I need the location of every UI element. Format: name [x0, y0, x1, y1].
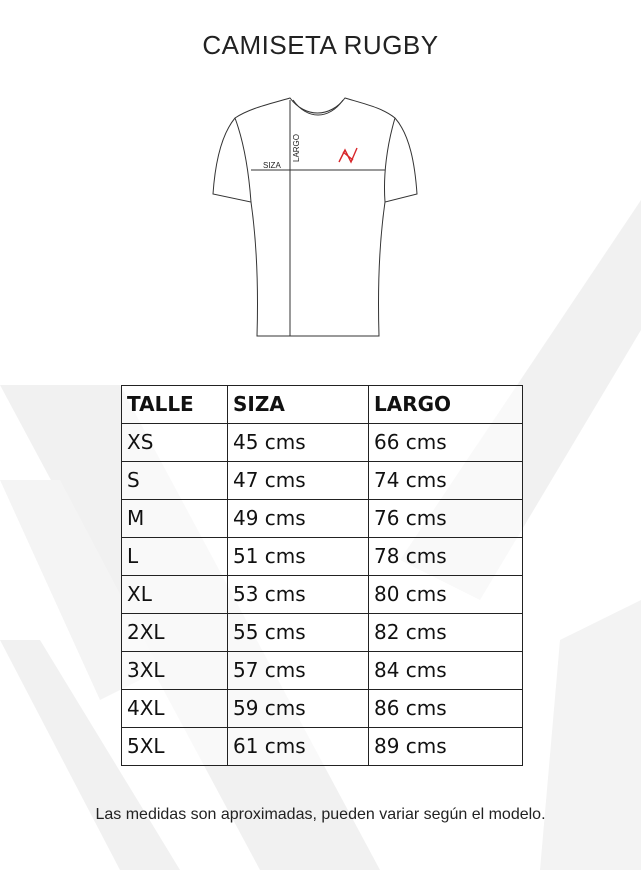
page-title: CAMISETA RUGBY	[202, 30, 439, 60]
siza-label: SIZA	[263, 161, 281, 170]
cell-largo: 89 cms	[369, 728, 523, 766]
cell-talle: 5XL	[122, 728, 228, 766]
header-largo: LARGO	[369, 386, 523, 424]
cell-siza: 51 cms	[228, 538, 369, 576]
cell-talle: M	[122, 500, 228, 538]
cell-siza: 59 cms	[228, 690, 369, 728]
header-talle: TALLE	[122, 386, 228, 424]
tshirt-diagram	[205, 90, 435, 345]
cell-siza: 47 cms	[228, 462, 369, 500]
largo-label: LARGO	[292, 133, 301, 162]
cell-largo: 78 cms	[369, 538, 523, 576]
table-row	[122, 652, 523, 690]
table-row	[122, 728, 523, 766]
cell-largo: 82 cms	[369, 614, 523, 652]
cell-largo: 80 cms	[369, 576, 523, 614]
cell-talle: L	[122, 538, 228, 576]
tshirt-outline	[213, 98, 417, 336]
table-row	[122, 500, 523, 538]
table-row	[122, 576, 523, 614]
header-siza: SIZA	[228, 386, 369, 424]
cell-talle: S	[122, 462, 228, 500]
cell-talle: 3XL	[122, 652, 228, 690]
disclaimer-note: Las medidas son aproximadas, pueden variar según el modelo.	[95, 806, 546, 823]
cell-talle: XS	[122, 424, 228, 462]
table-row	[122, 538, 523, 576]
cell-talle: 2XL	[122, 614, 228, 652]
size-table	[121, 385, 523, 766]
table-header-row	[122, 386, 523, 424]
brand-logo	[339, 148, 357, 162]
cell-largo: 66 cms	[369, 424, 523, 462]
cell-largo: 74 cms	[369, 462, 523, 500]
cell-siza: 45 cms	[228, 424, 369, 462]
cell-largo: 86 cms	[369, 690, 523, 728]
table-row	[122, 462, 523, 500]
cell-siza: 57 cms	[228, 652, 369, 690]
cell-largo: 76 cms	[369, 500, 523, 538]
cell-siza: 55 cms	[228, 614, 369, 652]
cell-talle: XL	[122, 576, 228, 614]
cell-siza: 61 cms	[228, 728, 369, 766]
cell-siza: 53 cms	[228, 576, 369, 614]
cell-siza: 49 cms	[228, 500, 369, 538]
table-row	[122, 614, 523, 652]
cell-talle: 4XL	[122, 690, 228, 728]
cell-largo: 84 cms	[369, 652, 523, 690]
table-row	[122, 690, 523, 728]
table-row	[122, 424, 523, 462]
